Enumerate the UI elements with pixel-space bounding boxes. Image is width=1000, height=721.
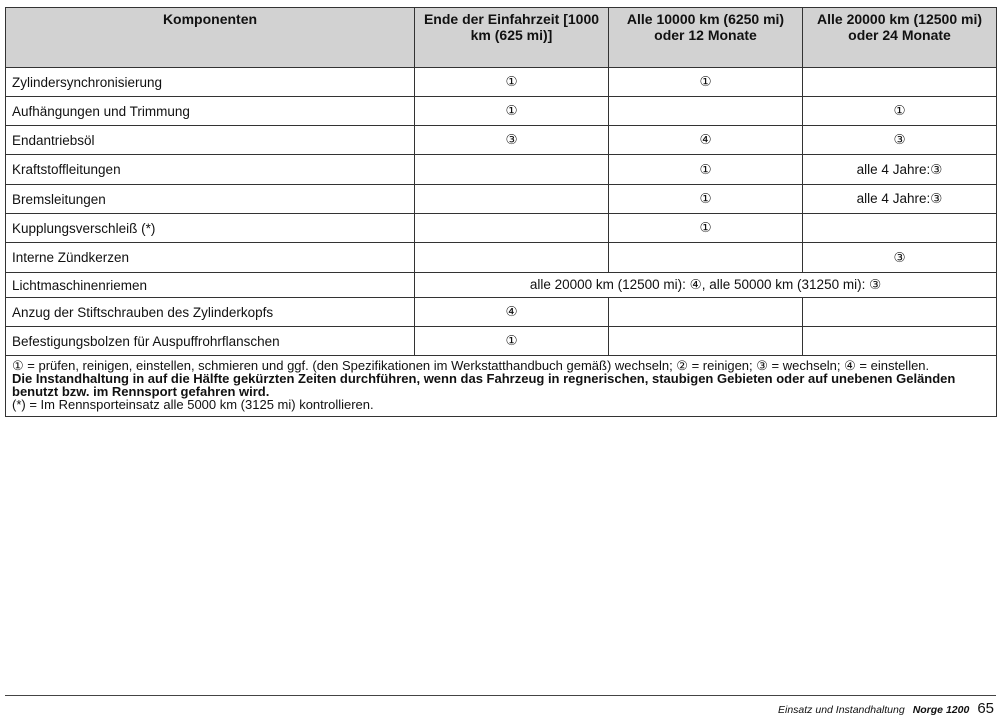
footer-section: Einsatz und Instandhaltung bbox=[778, 704, 905, 716]
notes-row bbox=[6, 356, 997, 417]
cell-20000km: alle 4 Jahre:③ bbox=[803, 155, 997, 185]
header-20000km: Alle 20000 km (12500 mi) oder 24 Monate bbox=[803, 8, 997, 68]
table-row bbox=[6, 214, 997, 243]
cell-spanning-interval: alle 20000 km (12500 mi): ④, alle 50000 km (31250 mi): ③ bbox=[415, 273, 997, 298]
table-row bbox=[6, 298, 997, 327]
asterisk-note: (*) = Im Rennsporteinsatz alle 5000 km (3125 mi) kontrollieren. bbox=[12, 397, 374, 412]
header-10000km: Alle 10000 km (6250 mi) oder 12 Monate bbox=[609, 8, 803, 68]
cell-break-in bbox=[415, 243, 609, 273]
cell-20000km: ③ bbox=[803, 243, 997, 273]
cell-10000km: ① bbox=[609, 68, 803, 97]
cell-10000km bbox=[609, 327, 803, 356]
cell-break-in: ① bbox=[415, 68, 609, 97]
cell-20000km: ③ bbox=[803, 126, 997, 155]
table-header-row bbox=[6, 8, 997, 68]
cell-10000km: ① bbox=[609, 214, 803, 243]
cell-10000km bbox=[609, 243, 803, 273]
cell-10000km bbox=[609, 298, 803, 327]
cell-10000km bbox=[609, 97, 803, 126]
table-row bbox=[6, 155, 997, 185]
header-components: Komponenten bbox=[6, 8, 415, 68]
header-break-in: Ende der Einfahrzeit [1000 km (625 mi)] bbox=[415, 8, 609, 68]
table-row bbox=[6, 243, 997, 273]
cell-20000km: alle 4 Jahre:③ bbox=[803, 185, 997, 214]
row-label: Interne Zündkerzen bbox=[6, 243, 415, 273]
cell-break-in: ① bbox=[415, 327, 609, 356]
cell-break-in bbox=[415, 214, 609, 243]
cell-20000km bbox=[803, 214, 997, 243]
cell-20000km bbox=[803, 298, 997, 327]
cell-10000km: ① bbox=[609, 185, 803, 214]
table-row bbox=[6, 68, 997, 97]
row-label: Anzug der Stiftschrauben des Zylinderkopfs bbox=[6, 298, 415, 327]
row-label: Kupplungsverschleiß (*) bbox=[6, 214, 415, 243]
cell-20000km: ① bbox=[803, 97, 997, 126]
table-row bbox=[6, 273, 997, 298]
row-label: Zylindersynchronisierung bbox=[6, 68, 415, 97]
cell-20000km bbox=[803, 327, 997, 356]
row-label: Bremsleitungen bbox=[6, 185, 415, 214]
table-row bbox=[6, 185, 997, 214]
row-label: Kraftstoffleitungen bbox=[6, 155, 415, 185]
cell-break-in: ④ bbox=[415, 298, 609, 327]
cell-break-in bbox=[415, 185, 609, 214]
row-label: Aufhängungen und Trimmung bbox=[6, 97, 415, 126]
cell-10000km: ① bbox=[609, 155, 803, 185]
cell-break-in bbox=[415, 155, 609, 185]
legend-note: ① = prüfen, reinigen, einstellen, schmieren und ggf. (den Spezifikationen im Werkstatthandbuch gemäß) wechseln; ② = reinigen; ③ = wechseln; ④ = einstellen. bbox=[12, 358, 930, 373]
cell-10000km: ④ bbox=[609, 126, 803, 155]
footer-divider bbox=[5, 695, 996, 696]
footer-model: Norge 1200 bbox=[912, 704, 970, 716]
row-label: Endantriebsöl bbox=[6, 126, 415, 155]
table-row bbox=[6, 327, 997, 356]
cell-break-in: ① bbox=[415, 97, 609, 126]
row-label: Befestigungsbolzen für Auspuffrohrflanschen bbox=[6, 327, 415, 356]
table-row bbox=[6, 97, 997, 126]
table-row bbox=[6, 126, 997, 155]
bold-note: Die Instandhaltung in auf die Hälfte gekürzten Zeiten durchführen, wenn das Fahrzeug in regnerischen, staubigen Gebieten oder auf unebenen Geländen benutzt bzw. im Rennsport gefahren wird. bbox=[12, 371, 956, 399]
maintenance-table bbox=[5, 7, 997, 417]
page-footer bbox=[778, 700, 994, 718]
notes-cell bbox=[6, 356, 997, 417]
cell-20000km bbox=[803, 68, 997, 97]
page-number: 65 bbox=[977, 700, 994, 717]
row-label: Lichtmaschinenriemen bbox=[6, 273, 415, 298]
cell-break-in: ③ bbox=[415, 126, 609, 155]
